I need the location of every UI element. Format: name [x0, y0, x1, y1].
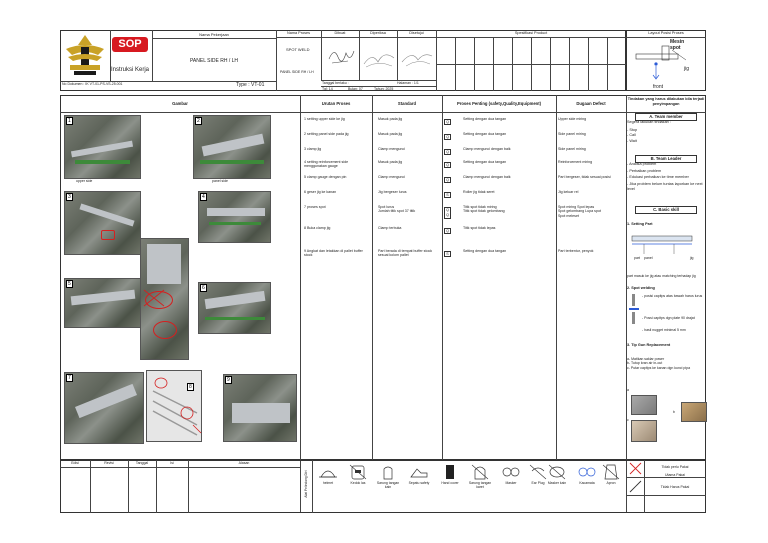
ppe-item [374, 463, 402, 490]
sop-badge: SOP [112, 37, 148, 52]
mask-icon [501, 463, 521, 481]
signature-checked [362, 48, 396, 70]
tip-photo-c [631, 420, 657, 442]
welding-mask-icon [348, 463, 368, 481]
ppe-label: Masker kain [547, 481, 567, 485]
setting-part-note: part masuk ke jig atau matching terhadap jig [627, 274, 696, 278]
step-order: 1 setting upper side ke jig [304, 117, 345, 121]
step-category-box: Q [444, 119, 451, 125]
step-category-box: Q [444, 228, 451, 234]
tm-item: - Stop [627, 127, 638, 132]
tl-item: - Perbaikan problem [627, 168, 662, 173]
photo-number-8: 8 [189, 384, 192, 390]
step-standard: Jig bergeser lurus [378, 190, 407, 194]
sub-process: PANEL SIDE RH / LH [280, 70, 314, 74]
photo-step-4: 4 [198, 191, 271, 243]
apd-label-box [300, 462, 312, 512]
sp-label-jig: jig [690, 256, 694, 260]
valid-date-label: Tanggal berlaku : [322, 81, 349, 85]
team-leader-header: B. Team Leader [635, 155, 697, 163]
hand-cover-icon [440, 463, 460, 481]
step-standard: Clamp mengunci [378, 147, 405, 151]
sw-item: - posisi capitps atas bawah harus lurus [642, 294, 703, 298]
step-order: 8 Buka clamp jig [304, 226, 331, 230]
process-name: SPOT WELD [286, 47, 310, 52]
tip-gun-title: 3. Tip Gun Replacement [627, 343, 671, 347]
setting-part-sketch [630, 230, 700, 256]
instruction-title: Instruksi Kerja [111, 67, 150, 73]
col-standard: Standard [397, 101, 417, 106]
safety-shoe-icon [409, 463, 429, 481]
tg-item: c- Putar capitps ke kanan dgn kunci pipa [627, 365, 691, 370]
ppe-label: Sepatu safety [408, 481, 430, 485]
made-by-label: Dibuat [334, 31, 346, 35]
step-category-box: Q [444, 149, 451, 155]
step-standard: Masuk pada jig [378, 132, 403, 136]
apron-icon [601, 463, 621, 481]
doc-number: No Dokumen : IK VT-01-PS-VS-25.001 [62, 82, 123, 86]
tl-item: - Analisa problem [627, 162, 657, 166]
step-defect: Side panel miring [558, 147, 586, 151]
step-defect: Jig keluar rel [558, 190, 579, 194]
tg-item: b- Tutup kran air in-out [627, 361, 663, 366]
team-member-list [627, 120, 705, 144]
team-leader-list [627, 162, 705, 192]
footer-edisi: Edisi [71, 461, 79, 465]
step-defect: Spot miring Spot lepas Spot gelombang Lupa spot Spot meleset [558, 205, 601, 218]
ppe-item [466, 463, 494, 490]
layout-jig: jig [684, 66, 690, 72]
step-category-box: S [444, 251, 451, 257]
layout-mesin: Mesin spot [670, 39, 685, 52]
ppe-label: Ear Plug [531, 481, 545, 485]
cloth-glove-icon [378, 463, 398, 481]
sw-item: - Possi capitps dgn plate 90 drajat [642, 316, 695, 320]
step-important: Clamp mengunci dengan baik [463, 175, 511, 179]
tg-letter-b: b [673, 410, 675, 414]
cloth-mask-icon [547, 463, 567, 481]
ppe-label: Kedok las [350, 481, 366, 485]
tip-gun-list [627, 357, 705, 370]
checked-by-label: Diperiksa [370, 31, 386, 35]
tl-item: - Edukasi perbaikan ke time member [627, 175, 689, 180]
date-day: Tgl: 14 [322, 87, 333, 91]
team-member-header: A. Team member [635, 113, 697, 121]
sp-label-part: part [634, 256, 641, 260]
step-defect: Reinforcement miring [558, 160, 593, 164]
ppe-item [497, 463, 525, 485]
basic-skill-header: C. Basic skill [635, 206, 697, 214]
job-name: PANEL SIDE RH / LH [189, 58, 239, 64]
step-order: 4 setting reinforcement side menggunakan gauge [304, 160, 349, 169]
step-order: 2 setting panel side pada jig [304, 132, 349, 136]
col-urutan: Urutan Proses [321, 101, 351, 106]
col-defect: Dugaan Defect [576, 101, 606, 106]
ppe-label: Hand cover [441, 481, 459, 485]
col-penting: Proses Penting (safety,Quality,Equipment) [456, 101, 542, 106]
step-standard: Clamp mengunci [378, 175, 405, 179]
step-defect: Part terbentur, penyok [558, 249, 594, 253]
step-important: Titik spot tidak lepas [463, 226, 496, 230]
setting-part-title: 1. Setting Part [627, 222, 653, 226]
ppe-item [314, 463, 342, 485]
tip-photo-b [681, 402, 707, 422]
footer-revisi: Revisi [104, 461, 114, 465]
legend-main-used: Utama Pakai [664, 473, 686, 477]
step-category-box: Q [444, 162, 451, 168]
footer-isi: Isi [170, 461, 174, 465]
step-order: 7 proses spot [304, 205, 326, 209]
rubber-glove-icon [470, 463, 490, 481]
ppe-label: Masker [505, 481, 517, 485]
tm-item: Segera lakukan tindakan : [627, 120, 671, 124]
step-defect: Side panel miring [558, 132, 586, 136]
step-defect: Part bergeser, tidak sesuai posisi [558, 175, 611, 179]
photo-step-9: 9 [223, 374, 297, 442]
step-order: 3 clamp jig [304, 147, 322, 151]
approved-by-label: Disetujui [409, 31, 424, 35]
step-category-box: Q [444, 177, 451, 183]
step-standard: Masuk pada jig [378, 160, 403, 164]
company-logo [62, 33, 108, 77]
caption-upper-side: upper side [76, 179, 93, 183]
step-category-box: S [444, 192, 451, 198]
sp-label-panel: panel [644, 256, 653, 260]
goggles-icon [577, 463, 597, 481]
step-important: Roller jig tidak seret [463, 190, 495, 194]
photo-step-2: 2 [193, 115, 271, 179]
step-important: Titik spot tidak miring Titik spot tidak gelombang [463, 205, 505, 214]
date-month: Bulan: 07 [348, 87, 363, 91]
photo-step-3: 3 [64, 191, 141, 255]
photo-spot-diagram [146, 370, 202, 442]
tg-item: a- Matikan saklar power [627, 357, 665, 361]
step-important: Setting dengan dua tangan [463, 160, 507, 164]
page-number: Halaman : 1/1 [397, 81, 419, 85]
layout-label: Layout Posisi Proses [648, 31, 684, 35]
red-cross-mark [142, 288, 166, 308]
photo-step-6: 5 [64, 278, 141, 328]
ppe-item [344, 463, 372, 485]
step-category-box: Q Q [444, 207, 451, 219]
col-gambar: Gambar [172, 101, 188, 106]
col-tindakan: Tindakan yang harus dilakukan bila terjadi penyimpangan [627, 97, 705, 106]
step-important: Setting dengan dua tangan [463, 132, 507, 136]
apd-label: Alat Pelindung Diri [303, 470, 308, 498]
step-standard: Masuk pada jig [378, 117, 403, 121]
tg-letter-a: a [627, 388, 629, 392]
step-important: Setting dengan dua tangan [463, 249, 507, 253]
ppe-item [405, 463, 433, 485]
step-standard: Part berada di tempat buffer stock sesuai kolom pallet [378, 249, 433, 258]
step-order: 5 clamp gauge dengan pin [304, 175, 347, 179]
legend-not-used-icon [629, 462, 642, 475]
ppe-label: helmet [322, 481, 334, 485]
caption-panel-side: panel side [212, 179, 228, 183]
layout-front: front [653, 84, 664, 90]
sw-item: - hasil nugget minimal 5 mm [642, 328, 686, 332]
ppe-item [543, 463, 571, 485]
photo-step-7: 6 [198, 282, 271, 334]
ppe-label: Apron [606, 481, 616, 485]
ppe-label: Sarung tangan karet [468, 481, 492, 490]
step-important: Setting dengan dua tangan [463, 117, 507, 121]
ppe-label: Kacamata [579, 481, 595, 485]
photo-step-1: 1 [64, 115, 141, 179]
process-name-label: Nama Proses [286, 31, 310, 35]
ppe-label: Sarung tangan kain [376, 481, 400, 490]
legend-main-used-icon [629, 480, 642, 493]
step-standard: Spot lurus Jumlah titik spot 37 titik [378, 205, 416, 214]
step-category-box: Q [444, 134, 451, 140]
step-order: 9 Angkat dan letakkan di pallet buffer stock [304, 249, 363, 258]
step-defect: Upper side miring [558, 117, 587, 121]
tg-letter-c: c [627, 418, 629, 422]
tip-photo-a [631, 395, 657, 415]
job-name-label: Nama Pekerjaan [199, 32, 229, 37]
ppe-item [436, 463, 464, 485]
spot-welding-sketch [628, 292, 640, 336]
tm-item: - Call [627, 133, 636, 138]
tm-item: - Wait [627, 139, 637, 144]
step-important: Clamp mengunci dengan baik [463, 147, 511, 151]
photo-step-8: 7 [64, 372, 144, 444]
spec-label: Spesifikasi Product [514, 31, 548, 35]
legend-optional: Tidak Harus Pakai [660, 485, 690, 489]
footer-alasan: Alasan [238, 461, 250, 465]
spot-welding-title: 2. Spot welding [627, 286, 655, 290]
layout-sketch [632, 44, 702, 84]
signature-approved [400, 48, 434, 70]
signature-made [326, 45, 356, 67]
helmet-icon [318, 463, 338, 481]
legend-not-used: Tidak perlu Pakai [661, 465, 689, 469]
footer-tanggal: Tanggal [135, 461, 149, 465]
step-standard: Clamp terbuka [378, 226, 402, 230]
step-order: 6 geser jig ke kanan [304, 190, 337, 194]
tl-item: - Jika problem belum tuntas laporkan ke next level [627, 182, 703, 191]
date-year: Tahun: 2025 [374, 87, 394, 91]
ppe-item [597, 463, 625, 485]
type-label: Type : VT-01 [236, 82, 265, 88]
